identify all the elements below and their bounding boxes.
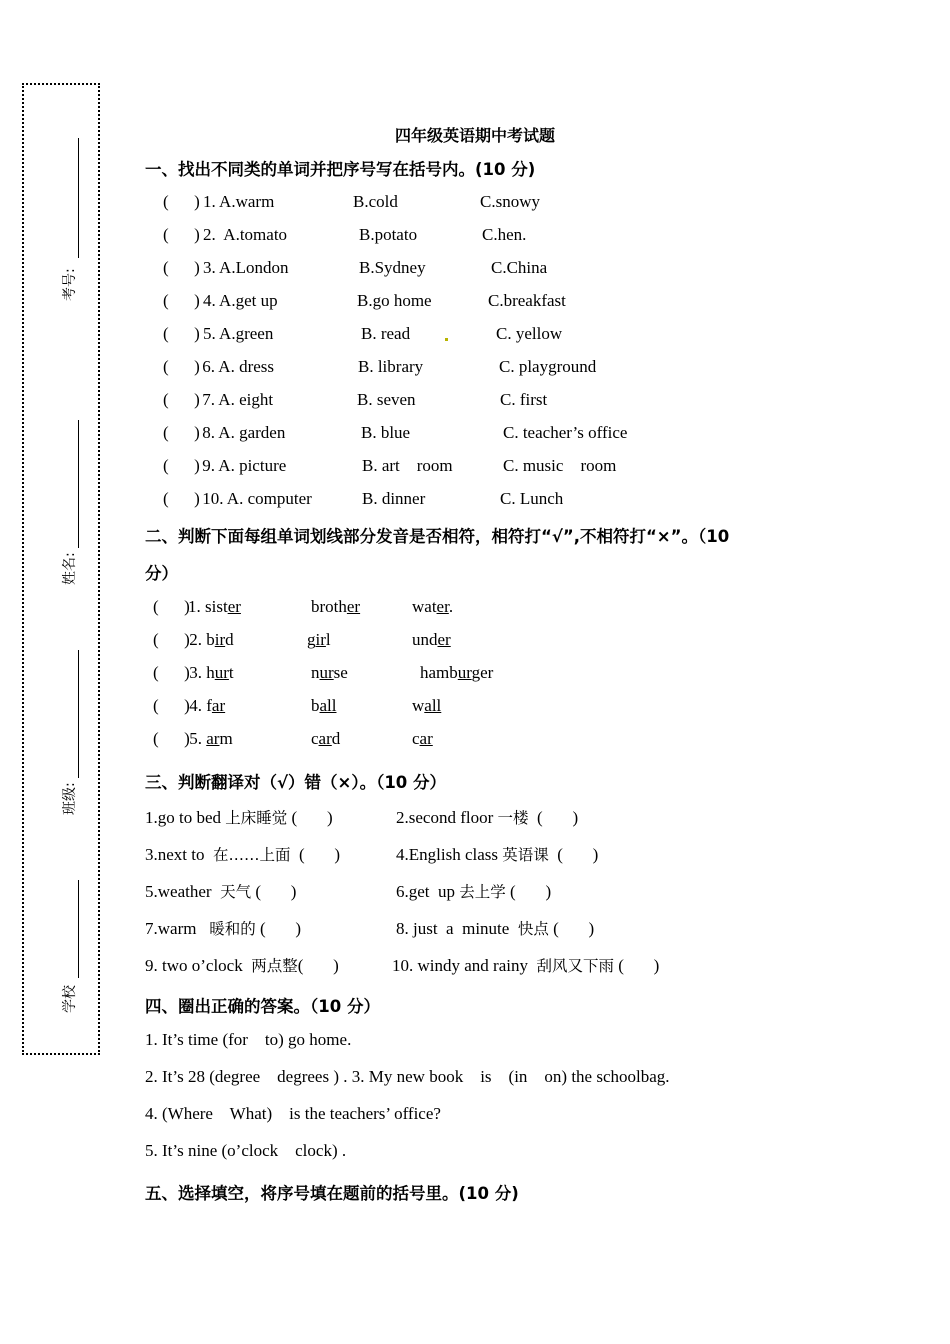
word-part: se xyxy=(333,663,348,682)
phrase-en: 1.go to bed xyxy=(145,808,226,827)
word-part: hamb xyxy=(420,663,458,682)
option-a: 6. A. dress xyxy=(198,357,275,376)
option-c: C. teacher’s office xyxy=(503,423,628,442)
option-a: 10. A. computer xyxy=(198,489,312,508)
option-a: 7. A. eight xyxy=(198,390,274,409)
word-group xyxy=(311,597,360,617)
phrase-en: 2.second floor xyxy=(396,808,498,827)
phrase-cn: 刮风又下雨 xyxy=(536,957,614,975)
answer-paren[interactable]: ( ) xyxy=(614,956,660,975)
underlined-part: ar xyxy=(206,729,220,748)
phrase-cn: 在……上面 xyxy=(213,846,291,864)
section2-heading: 二、判断下面每组单词划线部分发音是否相符，相符打“√”,不相符打“×”。（10 xyxy=(145,527,730,546)
item-number: 3. xyxy=(185,663,207,682)
name-field[interactable] xyxy=(56,420,82,600)
word-part: b xyxy=(311,696,320,715)
answer-paren[interactable]: ( ) xyxy=(548,919,595,938)
name-line xyxy=(78,420,79,548)
word-group xyxy=(185,663,234,683)
answer-paren[interactable]: ( ) xyxy=(153,729,190,748)
phrase-right xyxy=(396,806,578,828)
word-part: w xyxy=(412,696,425,715)
option-b: B.Sydney xyxy=(359,258,426,277)
underlined-part: ar xyxy=(211,696,226,715)
option-b: B.cold xyxy=(353,192,398,211)
section2-heading-cont: 分） xyxy=(145,564,178,583)
word-group xyxy=(412,729,433,749)
answer-paren[interactable]: ( ) xyxy=(251,882,297,901)
class-label: 班级: xyxy=(62,782,78,815)
phrase-en: 10. windy and rainy xyxy=(392,956,537,975)
option-c: C. first xyxy=(500,390,548,409)
word-part: d xyxy=(225,630,234,649)
word-part: c xyxy=(311,729,319,748)
phrase-cn: 快点 xyxy=(517,920,549,938)
page-title: 四年级英语期中考试题 xyxy=(394,126,555,145)
word-part: und xyxy=(412,630,438,649)
item-number: 4. xyxy=(185,696,207,715)
word-part: h xyxy=(206,663,215,682)
answer-paren[interactable]: ( ) xyxy=(163,357,200,376)
name-label: 姓名: xyxy=(62,552,78,585)
option-c: C. Lunch xyxy=(500,489,564,508)
option-b: B.go home xyxy=(357,291,432,310)
answer-paren[interactable]: ( ) xyxy=(528,808,579,827)
answer-paren[interactable]: ( ) xyxy=(153,630,190,649)
answer-paren[interactable]: ( ) xyxy=(255,919,302,938)
school-line xyxy=(78,880,79,978)
option-c: C.hen. xyxy=(482,225,527,244)
section3-heading: 三、判断翻译对（√）错（×）。（10 分） xyxy=(145,773,447,792)
question-text[interactable]: 4. (Where What) is the teachers’ office? xyxy=(145,1104,441,1123)
answer-paren[interactable]: ( ) xyxy=(163,423,200,442)
word-group xyxy=(185,696,225,716)
underlined-part: ur xyxy=(214,663,229,682)
phrase-cn: 暖和的 xyxy=(209,920,256,938)
answer-paren[interactable]: ( ) xyxy=(153,663,190,682)
phrase-en: 8. just a minute xyxy=(396,919,518,938)
answer-paren[interactable]: ( ) xyxy=(163,390,200,409)
question-text[interactable]: 5. It’s nine (o’clock clock) . xyxy=(145,1141,347,1160)
word-part: f xyxy=(206,696,212,715)
word-group xyxy=(311,696,337,716)
word-part: ger xyxy=(471,663,494,682)
phrase-left xyxy=(145,806,333,828)
word-part: . xyxy=(448,597,454,616)
phrase-en: 6.get up xyxy=(396,882,460,901)
class-field[interactable] xyxy=(56,650,82,840)
underlined-part: ir xyxy=(214,630,226,649)
option-c: C. playground xyxy=(499,357,597,376)
phrase-en: 3.next to xyxy=(145,845,213,864)
phrase-right xyxy=(396,917,594,939)
option-c: C.breakfast xyxy=(488,291,566,310)
answer-paren[interactable]: ( ) xyxy=(505,882,552,901)
word-group xyxy=(188,597,241,617)
underlined-part: er xyxy=(227,597,241,616)
option-a: 2. A.tomato xyxy=(203,225,288,244)
word-group xyxy=(185,729,233,749)
answer-paren[interactable]: ( ) xyxy=(287,808,333,827)
stray-dot xyxy=(445,338,448,341)
word-group xyxy=(420,663,493,683)
option-b: B. blue xyxy=(361,423,411,442)
underlined-part: ar xyxy=(318,729,332,748)
option-b: B. seven xyxy=(357,390,416,409)
phrase-cn: 天气 xyxy=(220,883,252,901)
word-part: sist xyxy=(205,597,228,616)
underlined-part: ir xyxy=(315,630,326,649)
answer-paren[interactable]: ( ) xyxy=(163,258,200,277)
item-number: 5. xyxy=(185,729,207,748)
underlined-part: ar xyxy=(419,729,433,748)
answer-paren[interactable]: ( ) xyxy=(163,489,200,508)
phrase-cn: 上床睡觉 xyxy=(225,809,288,827)
phrase-left xyxy=(145,880,296,902)
section4-heading: 四、圈出正确的答案。（10 分） xyxy=(145,997,380,1016)
option-c: C.China xyxy=(491,258,548,277)
answer-paren[interactable]: ( ) xyxy=(163,225,200,244)
phrase-left xyxy=(145,917,301,939)
option-b: B.potato xyxy=(359,225,418,244)
phrase-en: 9. two o’clock xyxy=(145,956,252,975)
underlined-part: er xyxy=(436,597,449,616)
option-b: B. library xyxy=(358,357,424,376)
class-line xyxy=(78,650,79,778)
option-c: C.snowy xyxy=(480,192,540,211)
question-text[interactable]: 2. It’s 28 (degree degrees ) . 3. My new book is (in on) the schoolbag. xyxy=(145,1067,670,1086)
word-group xyxy=(412,597,453,617)
phrase-right xyxy=(392,954,659,976)
phrase-cn: 一楼 xyxy=(497,809,529,827)
phrase-right xyxy=(396,843,598,865)
answer-paren[interactable]: ( ) xyxy=(290,845,341,864)
answer-paren[interactable]: ( ) xyxy=(548,845,599,864)
underlined-part: er xyxy=(437,630,451,649)
word-group xyxy=(307,630,331,650)
exam-no-line xyxy=(78,138,79,258)
option-a: 8. A. garden xyxy=(198,423,286,442)
phrase-en: 4.English class xyxy=(396,845,503,864)
word-group xyxy=(412,696,441,716)
school-label: 学校 xyxy=(62,985,78,1013)
word-group xyxy=(311,729,340,749)
option-c: C. music room xyxy=(503,456,617,475)
phrase-cn: 两点整 xyxy=(251,957,298,975)
phrase-en: 5.weather xyxy=(145,882,221,901)
underlined-part: all xyxy=(424,696,442,715)
word-part: g xyxy=(307,630,316,649)
word-part: l xyxy=(325,630,331,649)
item-number: 2. xyxy=(185,630,207,649)
phrase-cn: 英语课 xyxy=(502,846,549,864)
answer-paren[interactable]: ( ) xyxy=(163,192,200,211)
word-part: t xyxy=(228,663,234,682)
word-part: m xyxy=(219,729,233,748)
word-part: wat xyxy=(412,597,437,616)
option-a: 5. A.green xyxy=(203,324,274,343)
phrase-right xyxy=(396,880,551,902)
item-number: 1. xyxy=(188,597,205,616)
answer-paren[interactable]: ( ) xyxy=(163,456,200,475)
answer-paren[interactable]: ( ) xyxy=(297,956,339,975)
phrase-en: 7.warm xyxy=(145,919,210,938)
option-c: C. yellow xyxy=(496,324,563,343)
answer-paren[interactable]: ( ) xyxy=(153,597,190,616)
option-a: 9. A. picture xyxy=(198,456,287,475)
option-a: 4. A.get up xyxy=(203,291,278,310)
option-b: B. read xyxy=(361,324,411,343)
underlined-part: ur xyxy=(457,663,472,682)
answer-paren[interactable]: ( ) xyxy=(163,324,200,343)
question-text[interactable]: 1. It’s time (for to) go home. xyxy=(145,1030,352,1049)
word-group xyxy=(311,663,348,683)
phrase-cn: 去上学 xyxy=(459,883,506,901)
option-b: B. dinner xyxy=(362,489,426,508)
option-a: 3. A.London xyxy=(203,258,289,277)
word-part: broth xyxy=(311,597,347,616)
option-b: B. art room xyxy=(362,456,453,475)
section1-heading: 一、找出不同类的单词并把序号写在括号内。(10 分) xyxy=(145,160,536,179)
school-field[interactable] xyxy=(56,880,82,1020)
option-a: 1. A.warm xyxy=(203,192,275,211)
word-group xyxy=(412,630,451,650)
word-part: b xyxy=(206,630,215,649)
exam-no-field[interactable] xyxy=(56,138,82,328)
word-part: d xyxy=(331,729,341,748)
word-group xyxy=(185,630,234,650)
word-part: c xyxy=(412,729,420,748)
word-part: n xyxy=(311,663,320,682)
exam-no-label: 考号: xyxy=(62,268,78,301)
section5-heading: 五、选择填空，将序号填在题前的括号里。(10 分) xyxy=(145,1184,519,1203)
phrase-left xyxy=(145,843,340,865)
answer-paren[interactable]: ( ) xyxy=(153,696,190,715)
underlined-part: ur xyxy=(319,663,334,682)
underlined-part: all xyxy=(319,696,337,715)
phrase-left xyxy=(145,954,339,976)
underlined-part: er xyxy=(346,597,361,616)
answer-paren[interactable]: ( ) xyxy=(163,291,200,310)
